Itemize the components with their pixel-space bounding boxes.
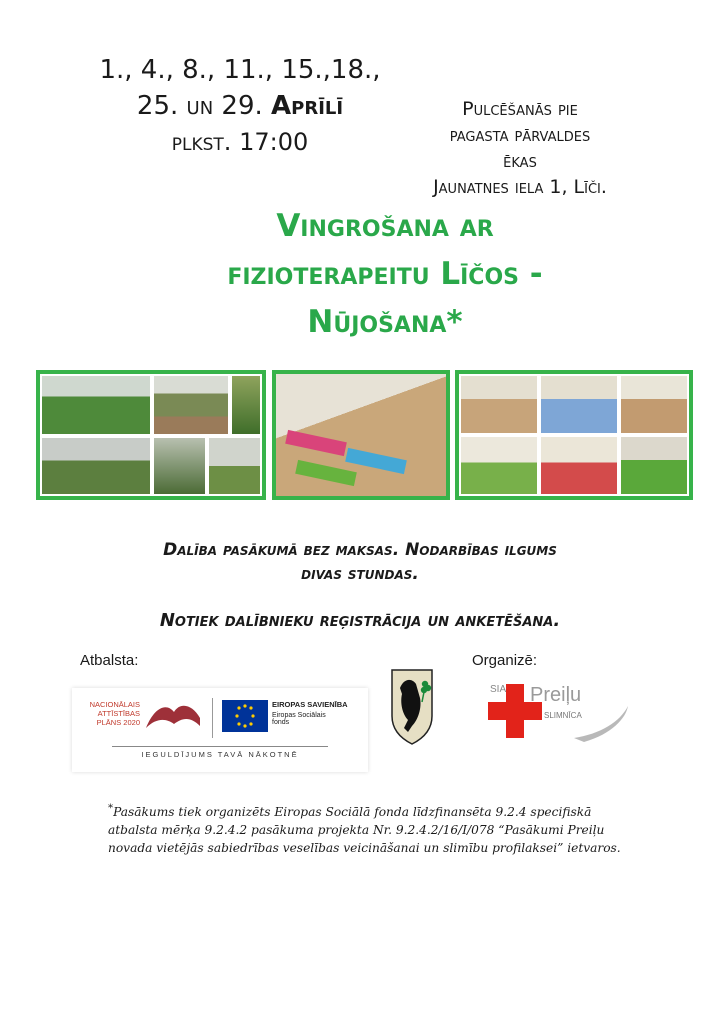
photo-yoga-mats bbox=[272, 370, 450, 500]
eu-text bbox=[272, 700, 364, 726]
info-line-2: divas stundas. bbox=[301, 564, 419, 584]
latvia-flag-logo bbox=[144, 698, 202, 732]
tagline-rule bbox=[112, 746, 328, 747]
nap-line-2: ATTĪSTĪBAS bbox=[97, 709, 140, 718]
nap-line-3: PLĀNS 2020 bbox=[96, 718, 140, 727]
info-line-1: Dalība pasākumā bez maksas. Nodarbības ilgums bbox=[163, 540, 557, 560]
photo-exercise-collage bbox=[455, 370, 693, 500]
logo-divider bbox=[212, 698, 213, 738]
eu-title: EIROPAS SAVIENĪBA bbox=[272, 700, 348, 709]
organizer-sub: SLIMNĪCA bbox=[544, 711, 582, 720]
dates-line-2-prefix: 25. un 29. bbox=[136, 91, 263, 121]
eu-flag-icon bbox=[222, 700, 268, 732]
title-line-2: fizioterapeitu Līčos - bbox=[227, 256, 543, 292]
organizer-label: Organizē: bbox=[472, 652, 538, 669]
registration-notice: Notiek dalībnieku reģistrācija un anketēšana. bbox=[159, 610, 561, 631]
dates-line-1: 1., 4., 8., 11., 15.,18., bbox=[99, 55, 381, 85]
event-time: plkst. 17:00 bbox=[171, 128, 309, 156]
meeting-place bbox=[395, 96, 645, 200]
sponsor-tagline: IEGULDĪJUMS TAVĀ NĀKOTNĒ bbox=[141, 750, 299, 759]
organizer-logo bbox=[488, 678, 633, 746]
organizer-name: Preiļu bbox=[530, 684, 582, 706]
meeting-address: Jaunatnes iela 1, Līči. bbox=[433, 176, 607, 198]
title-line-1: Vingrošana ar bbox=[276, 208, 494, 244]
photo-nordic-walking-collage bbox=[36, 370, 266, 500]
organizer-prefix: SIA bbox=[490, 684, 507, 695]
meeting-line-3: ēkas bbox=[503, 150, 537, 172]
nap-text bbox=[80, 700, 140, 727]
title-line-3: Nūjošana* bbox=[307, 304, 463, 340]
footnote-mark: * bbox=[108, 803, 114, 814]
dates-line-2 bbox=[60, 88, 420, 124]
sponsor-logos bbox=[72, 688, 368, 772]
participation-info bbox=[90, 538, 630, 586]
meeting-line-1: Pulcēšanās pie bbox=[462, 98, 578, 120]
dates-month: Aprīlī bbox=[271, 91, 344, 121]
page-title bbox=[120, 202, 650, 346]
eu-sub-2: fonds bbox=[272, 719, 290, 726]
footnote-text: Pasākums tiek organizēts Eiropas Sociālā fonda līdzfinansēta 9.2.4 specifiskā atbalsta mērķa 9.2.4.2 pasākuma projekta Nr. 9.2.4.2/16/I/078 “Pasākumi Preiļu novada vietējās sabiedrības veselības veicināšanai un slimību profilaksei” ietvaros. bbox=[108, 805, 621, 856]
event-dates bbox=[60, 52, 420, 160]
eu-sub-1: Eiropas Sociālais bbox=[272, 712, 326, 719]
footnote bbox=[108, 800, 628, 857]
preili-coat-of-arms bbox=[390, 668, 434, 746]
nap-line-1: NACIONĀLAIS bbox=[89, 700, 140, 709]
support-label: Atbalsta: bbox=[80, 652, 139, 669]
meeting-line-2: pagasta pārvaldes bbox=[449, 124, 591, 146]
